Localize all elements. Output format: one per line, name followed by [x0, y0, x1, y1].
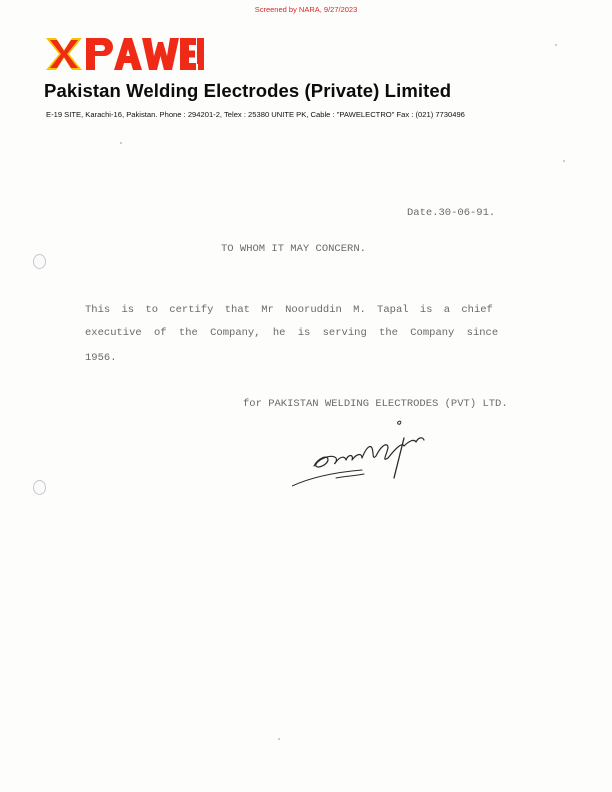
logo-x-mark	[46, 38, 82, 70]
letter-signoff: for PAKISTAN WELDING ELECTRODES (PVT) LTD.	[243, 398, 508, 410]
handwritten-signature	[292, 418, 432, 492]
letter-salutation: TO WHOM IT MAY CONCERN.	[221, 243, 366, 255]
letter-body-line: 1956.	[85, 352, 117, 364]
screening-stamp: Screened by NARA, 9/27/2023	[254, 5, 358, 14]
company-logo	[44, 34, 204, 74]
paper-speck	[555, 44, 557, 46]
punch-hole	[33, 480, 46, 495]
paper-speck	[563, 160, 565, 162]
company-name: Pakistan Welding Electrodes (Private) Limited	[44, 80, 452, 101]
company-address: E-19 SITE, Karachi-16, Pakistan. Phone : 294201-2, Telex : 25380 UNITE PK, Cable : "PAWELECTRO" Fax : (021) 7730496	[46, 110, 465, 119]
punch-hole	[33, 254, 46, 269]
paper-speck	[120, 142, 122, 144]
letter-body-line: executive of the Company, he is serving the Company since	[85, 327, 499, 339]
paper-speck	[278, 738, 280, 740]
letter-body-line: This is to certify that Mr Nooruddin M. Tapal is a chief	[85, 304, 493, 316]
letter-date: Date.30-06-91.	[407, 207, 496, 219]
